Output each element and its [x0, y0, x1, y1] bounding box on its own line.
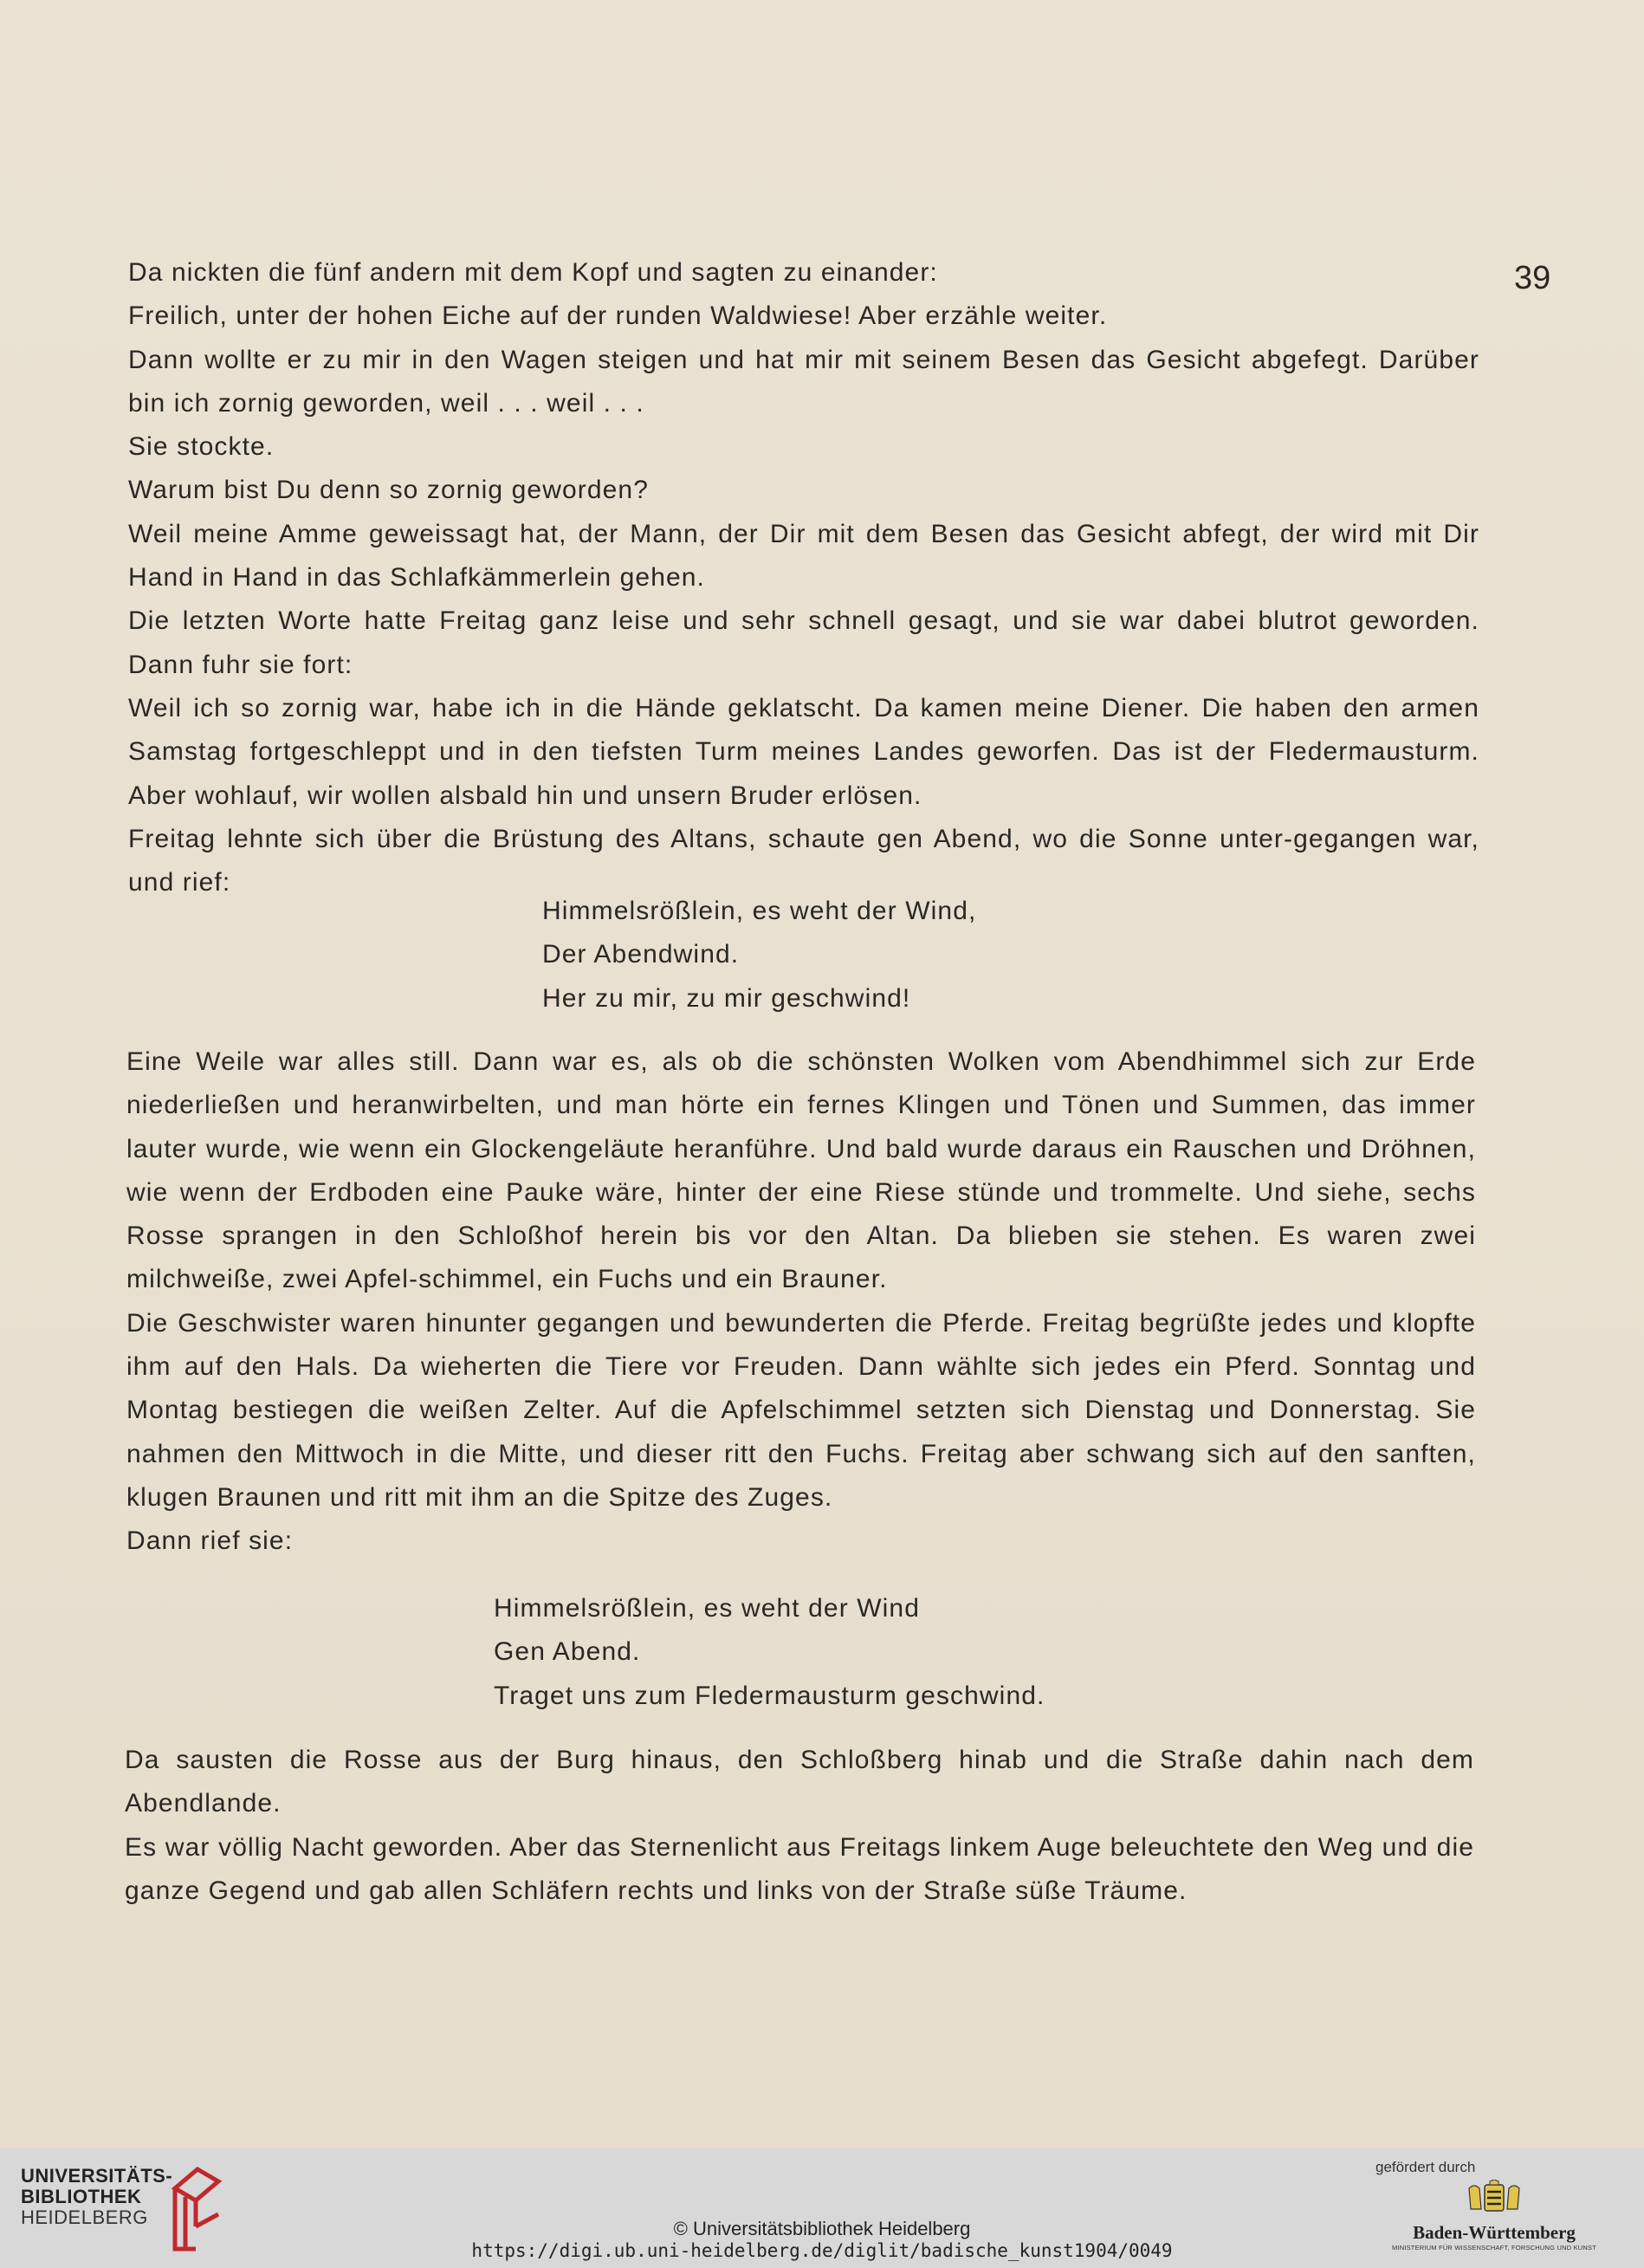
- state-name: Baden-Württemberg: [1413, 2222, 1576, 2243]
- coat-of-arms-icon: [1464, 2180, 1524, 2218]
- page-number: 39: [1514, 260, 1551, 296]
- verse-line: Traget uns zum Fledermausturm geschwind.: [494, 1681, 1045, 1710]
- paragraph: Sie stockte.: [128, 432, 275, 462]
- verse-line: Her zu mir, zu mir geschwind!: [542, 983, 911, 1013]
- paragraph: Dann rief sie:: [126, 1526, 294, 1556]
- paragraph: Weil meine Amme geweissagt hat, der Mann, der Dir mit dem Besen das Gesicht abfegt, der wird mit Dir Hand in Hand in das Schlafkämmerlein gehen.: [128, 519, 1479, 593]
- paragraph: Eine Weile war alles still. Dann war es, als ob die schönsten Wolken vom Abendhimmel sich zur Erde niederließen und heranwirbelten, und man hörte ein fernes Klingen und Tönen und Summen, das immer lauter wurde, wie wenn ein Glockengeläute heranführe. Und bald wurde daraus ein Rauschen und Dröhnen, wie wenn der Erdboden eine Pauke wäre, hinter der eine Riese stünde und trommelte. Und siehe, sechs Rosse sprangen in den Schloßhof herein bis vor den Altan. Da blieben sie stehen. Es waren zwei milchweiße, zwei Apfel-schimmel, ein Fuchs und ein Brauner.: [126, 1047, 1476, 1294]
- verse-2: [494, 1587, 1273, 1718]
- verse-1: [542, 890, 1322, 1021]
- paragraph: Die Geschwister waren hinunter gegangen und bewunderten die Pferde. Freitag begrüßte jedes und klopfte ihm auf den Hals. Da wieherten die Tiere vor Freuden. Dann wählte sich jedes ein Pferd. Sonntag und Montag bestiegen die weißen Zelter. Auf die Apfelschimmel setzten sich Dienstag und Donnerstag. Sie nahmen den Mittwoch in die Mitte, und dieser ritt den Fuchs. Freitag aber schwang sich auf den sanften, klugen Braunen und ritt mit ihm an die Spitze des Zuges.: [126, 1308, 1476, 1512]
- paragraph: Freilich, unter der hohen Eiche auf der runden Waldwiese! Aber erzähle weiter.: [128, 301, 1108, 331]
- funder-block: [1351, 2159, 1637, 2252]
- paragraph: Freitag lehnte sich über die Brüstung des Altans, schaute gen Abend, wo die Sonne unter-gegangen war, und rief:: [128, 824, 1479, 897]
- paragraph: Da nickten die fünf andern mit dem Kopf und sagten zu einander:: [128, 258, 938, 287]
- paragraph: Weil ich so zornig war, habe ich in die Hände geklatscht. Da kamen meine Diener. Die haben den armen Samstag fortgeschleppt und in den tiefsten Turm meines Landes geworfen. Das ist der Fledermausturm. Aber wohlauf, wir wollen alsbald hin und unsern Bruder erlösen.: [128, 693, 1479, 810]
- text-block-1: [128, 251, 1479, 904]
- permalink[interactable]: https://digi.ub.uni-heidelberg.de/diglit/badische_kunst1904/0049: [471, 2240, 1173, 2261]
- paragraph: Es war völlig Nacht geworden. Aber das Sternenlicht aus Freitags linkem Auge beleuchtete den Weg und die ganze Gegend und gab allen Schläfern rechts und links von der Straße süße Träume.: [125, 1832, 1474, 1905]
- library-name-line: HEIDELBERG: [21, 2206, 148, 2228]
- copyright-notice: © Universitätsbibliothek Heidelberg: [673, 2218, 971, 2239]
- paragraph: Dann wollte er zu mir in den Wagen steigen und hat mir mit seinem Besen das Gesicht abgefegt. Darüber bin ich zornig geworden, weil . . . weil . . .: [128, 345, 1479, 418]
- funded-by-label: gefördert durch: [1375, 2159, 1476, 2175]
- ministry-name: MINISTERIUM FÜR WISSENSCHAFT, FORSCHUNG UND KUNST: [1391, 2244, 1597, 2252]
- text-block-3: [125, 1739, 1474, 1913]
- paragraph: Warum bist Du denn so zornig geworden?: [128, 476, 649, 505]
- library-name-line: UNIVERSITÄTS-: [21, 2165, 173, 2187]
- verse-line: Himmelsrößlein, es weht der Wind,: [542, 897, 977, 925]
- paragraph: Da sausten die Rosse aus der Burg hinaus, den Schloßberg hinab und die Straße dahin nach dem Abendlande.: [125, 1746, 1474, 1818]
- verse-line: Der Abendwind.: [542, 940, 740, 969]
- library-name-line: BIBLIOTHEK: [21, 2186, 142, 2207]
- verse-line: Himmelsrößlein, es weht der Wind: [494, 1594, 920, 1623]
- verse-line: Gen Abend.: [494, 1637, 641, 1667]
- paragraph: Die letzten Worte hatte Freitag ganz leise und sehr schnell gesagt, und sie war dabei blutrot geworden. Dann fuhr sie fort:: [128, 606, 1479, 679]
- text-block-2: [126, 1040, 1476, 1564]
